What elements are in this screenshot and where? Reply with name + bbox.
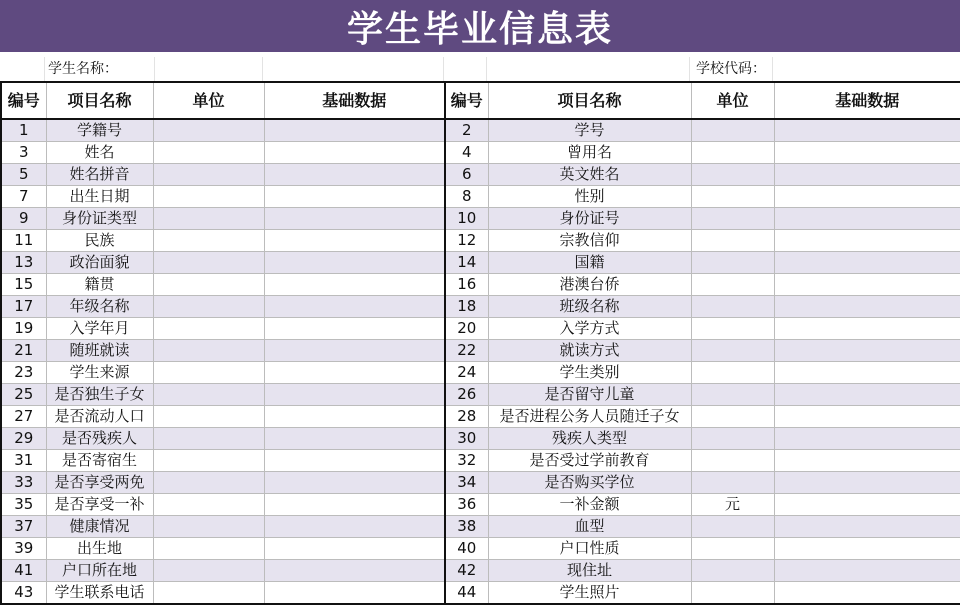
row-number: 28 [445,406,488,428]
data-cell[interactable] [774,428,960,450]
unit-cell[interactable] [153,340,264,362]
item-name: 现住址 [488,560,691,582]
unit-cell[interactable] [691,142,774,164]
item-name: 班级名称 [488,296,691,318]
row-number: 26 [445,384,488,406]
unit-cell[interactable] [153,274,264,296]
table-row [1,252,960,274]
item-name: 籍贯 [46,274,153,296]
item-name: 就读方式 [488,340,691,362]
table-row [1,274,960,296]
data-cell[interactable] [774,274,960,296]
table-row [1,538,960,560]
item-name: 民族 [46,230,153,252]
column-header-item: 项目名称 [488,82,691,119]
data-cell[interactable] [774,362,960,384]
row-number: 35 [1,494,46,516]
row-number: 12 [445,230,488,252]
row-number: 21 [1,340,46,362]
row-number: 30 [445,428,488,450]
table-row [1,119,960,142]
item-name: 是否享受一补 [46,494,153,516]
data-cell[interactable] [264,186,445,208]
blank-cell[interactable] [0,57,45,81]
data-cell[interactable] [264,450,445,472]
info-table [0,81,960,605]
data-cell[interactable] [774,560,960,582]
unit-cell[interactable] [153,318,264,340]
item-name: 身份证类型 [46,208,153,230]
unit-cell[interactable] [691,252,774,274]
header-info-row [0,57,960,81]
item-name: 出生地 [46,538,153,560]
unit-cell[interactable] [153,406,264,428]
unit-cell[interactable] [691,119,774,142]
unit-cell[interactable] [153,384,264,406]
data-cell[interactable] [264,516,445,538]
item-name: 血型 [488,516,691,538]
row-number: 23 [1,362,46,384]
row-number: 24 [445,362,488,384]
unit-cell[interactable] [153,428,264,450]
column-header-data: 基础数据 [264,82,445,119]
data-cell[interactable] [774,472,960,494]
data-cell[interactable] [264,252,445,274]
table-row [1,164,960,186]
item-name: 是否流动人口 [46,406,153,428]
data-cell[interactable] [264,230,445,252]
blank-cell[interactable] [444,57,487,81]
table-row [1,142,960,164]
data-cell[interactable] [264,560,445,582]
unit-cell[interactable] [691,472,774,494]
data-cell[interactable] [774,450,960,472]
data-cell[interactable] [264,472,445,494]
item-name: 是否寄宿生 [46,450,153,472]
row-number: 40 [445,538,488,560]
item-name: 学生联系电话 [46,582,153,605]
item-name: 姓名拼音 [46,164,153,186]
row-number: 33 [1,472,46,494]
item-name: 是否独生子女 [46,384,153,406]
data-cell[interactable] [774,296,960,318]
unit-cell[interactable] [691,450,774,472]
unit-cell[interactable]: 元 [691,494,774,516]
table-row [1,340,960,362]
item-name: 入学方式 [488,318,691,340]
column-header-item: 项目名称 [46,82,153,119]
item-name: 学生照片 [488,582,691,605]
item-name: 姓名 [46,142,153,164]
data-cell[interactable] [264,538,445,560]
row-number: 15 [1,274,46,296]
row-number: 11 [1,230,46,252]
unit-cell[interactable] [691,186,774,208]
data-cell[interactable] [264,494,445,516]
row-number: 7 [1,186,46,208]
data-cell[interactable] [774,318,960,340]
table-row [1,362,960,384]
row-number: 10 [445,208,488,230]
page-title: 学生毕业信息表 [346,8,613,50]
data-cell[interactable] [774,186,960,208]
unit-cell[interactable] [691,318,774,340]
table-row [1,428,960,450]
row-number: 44 [445,582,488,605]
unit-cell[interactable] [153,516,264,538]
item-name: 是否受过学前教育 [488,450,691,472]
row-number: 3 [1,142,46,164]
row-number: 38 [445,516,488,538]
row-number: 32 [445,450,488,472]
row-number: 27 [1,406,46,428]
data-cell[interactable] [774,384,960,406]
column-header-no: 编号 [445,82,488,119]
item-name: 港澳台侨 [488,274,691,296]
row-number: 25 [1,384,46,406]
unit-cell[interactable] [153,450,264,472]
blank-cell[interactable] [487,57,690,81]
data-cell[interactable] [264,164,445,186]
row-number: 42 [445,560,488,582]
unit-cell[interactable] [691,428,774,450]
school-code-value-cell[interactable] [773,57,960,81]
unit-cell[interactable] [153,538,264,560]
item-name: 英文姓名 [488,164,691,186]
unit-cell[interactable] [691,560,774,582]
unit-cell[interactable] [691,164,774,186]
item-name: 户口性质 [488,538,691,560]
table-row [1,494,960,516]
row-number: 22 [445,340,488,362]
unit-cell[interactable] [691,340,774,362]
unit-cell[interactable] [691,208,774,230]
item-name: 国籍 [488,252,691,274]
item-name: 是否享受两免 [46,472,153,494]
row-number: 18 [445,296,488,318]
unit-cell[interactable] [153,164,264,186]
table-row [1,560,960,582]
item-name: 性别 [488,186,691,208]
item-name: 出生日期 [46,186,153,208]
data-cell[interactable] [264,274,445,296]
unit-cell[interactable] [153,142,264,164]
row-number: 5 [1,164,46,186]
row-number: 41 [1,560,46,582]
row-number: 39 [1,538,46,560]
table-row [1,450,960,472]
item-name: 政治面貌 [46,252,153,274]
data-cell[interactable] [774,208,960,230]
item-name: 是否购买学位 [488,472,691,494]
unit-cell[interactable] [153,186,264,208]
data-cell[interactable] [774,119,960,142]
item-name: 身份证号 [488,208,691,230]
blank-cell[interactable] [263,57,444,81]
row-number: 1 [1,119,46,142]
data-cell[interactable] [264,384,445,406]
table-row [1,296,960,318]
data-cell[interactable] [774,252,960,274]
row-number: 14 [445,252,488,274]
row-number: 36 [445,494,488,516]
unit-cell[interactable] [691,384,774,406]
row-number: 34 [445,472,488,494]
item-name: 户口所在地 [46,560,153,582]
row-number: 16 [445,274,488,296]
row-number: 9 [1,208,46,230]
item-name: 是否残疾人 [46,428,153,450]
unit-cell[interactable] [153,560,264,582]
item-name: 是否进程公务人员随迁子女 [488,406,691,428]
table-row [1,516,960,538]
item-name: 健康情况 [46,516,153,538]
table-row [1,186,960,208]
table-row [1,230,960,252]
unit-cell[interactable] [153,472,264,494]
item-name: 学生来源 [46,362,153,384]
data-cell[interactable] [264,296,445,318]
title-banner [0,0,960,52]
table-row [1,384,960,406]
column-header-unit: 单位 [153,82,264,119]
item-name: 学生类别 [488,362,691,384]
unit-cell[interactable] [691,274,774,296]
column-header-data: 基础数据 [774,82,960,119]
data-cell[interactable] [774,406,960,428]
row-number: 17 [1,296,46,318]
data-cell[interactable] [264,208,445,230]
unit-cell[interactable] [153,362,264,384]
data-cell[interactable] [774,142,960,164]
table-row [1,472,960,494]
item-name: 一补金额 [488,494,691,516]
unit-cell[interactable] [153,494,264,516]
unit-cell[interactable] [691,230,774,252]
data-cell[interactable] [774,230,960,252]
student-name-value-cell[interactable] [152,57,263,81]
item-name: 学号 [488,119,691,142]
row-number: 8 [445,186,488,208]
unit-cell[interactable] [153,208,264,230]
item-name: 宗教信仰 [488,230,691,252]
row-number: 4 [445,142,488,164]
table-row [1,406,960,428]
row-number: 31 [1,450,46,472]
row-number: 6 [445,164,488,186]
data-cell[interactable] [264,340,445,362]
unit-cell[interactable] [691,406,774,428]
row-number: 20 [445,318,488,340]
row-number: 37 [1,516,46,538]
data-cell[interactable] [264,119,445,142]
unit-cell[interactable] [153,296,264,318]
data-cell[interactable] [774,340,960,362]
item-name: 随班就读 [46,340,153,362]
row-number: 29 [1,428,46,450]
unit-cell[interactable] [691,516,774,538]
data-cell[interactable] [264,142,445,164]
table-header-row [1,82,960,119]
data-cell[interactable] [264,406,445,428]
item-name: 年级名称 [46,296,153,318]
unit-cell[interactable] [691,296,774,318]
unit-cell[interactable] [153,119,264,142]
data-cell[interactable] [774,494,960,516]
item-name: 曾用名 [488,142,691,164]
row-number: 43 [1,582,46,605]
row-number: 2 [445,119,488,142]
unit-cell[interactable] [691,362,774,384]
student-name-label: 学生名称： [45,57,155,81]
row-number: 13 [1,252,46,274]
item-name: 学籍号 [46,119,153,142]
item-name: 入学年月 [46,318,153,340]
school-code-label: 学校代码： [690,57,773,81]
data-cell[interactable] [264,362,445,384]
table-row [1,318,960,340]
data-cell[interactable] [774,538,960,560]
row-number: 19 [1,318,46,340]
unit-cell[interactable] [153,252,264,274]
data-cell[interactable] [774,516,960,538]
data-cell[interactable] [774,164,960,186]
unit-cell[interactable] [691,538,774,560]
table-row [1,208,960,230]
data-cell[interactable] [264,318,445,340]
item-name: 是否留守儿童 [488,384,691,406]
column-header-no: 编号 [1,82,46,119]
unit-cell[interactable] [153,230,264,252]
column-header-unit: 单位 [691,82,774,119]
data-cell[interactable] [264,428,445,450]
item-name: 残疾人类型 [488,428,691,450]
